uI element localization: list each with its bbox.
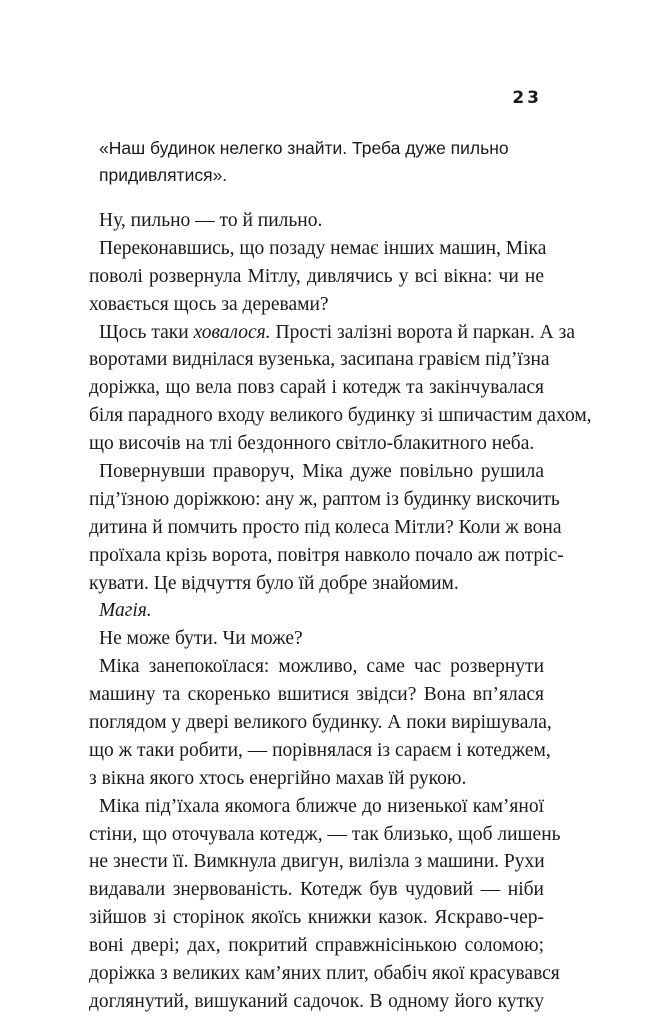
paragraph-line: біля парадного входу великого будинку зі шпичастим дахом, bbox=[89, 405, 592, 427]
paragraph-line: доглянутий, вишуканий садочок. В одному його кутку bbox=[89, 990, 544, 1012]
paragraph-line: машину та скоренько вшитися звідси? Вона вп’ялася bbox=[89, 684, 544, 706]
page-number: 23 bbox=[512, 88, 542, 108]
paragraph-line: зійшов зі сторінок якоїсь книжки казок. Яскраво-чер- bbox=[89, 907, 544, 929]
paragraph-line: Міка занепокоїлася: можливо, саме час розвернути bbox=[99, 656, 544, 678]
paragraph-line: що ж таки робити, — порівнялася із сараєм і котеджем, bbox=[89, 739, 551, 761]
paragraph-line: ховається щось за деревами? bbox=[89, 293, 329, 315]
paragraph-line: видавали знервованість. Котедж був чудовий — ніби bbox=[89, 879, 544, 901]
text-run: Щось таки bbox=[99, 321, 194, 343]
paragraph-line: стіни, що оточувала котедж, — так близько, щоб лишень bbox=[89, 823, 561, 845]
paragraph-line: воротами виднілася вузенька, засипана гравієм під’їзна bbox=[89, 349, 550, 371]
body-text bbox=[89, 207, 592, 1016]
paragraph-line: Міка під’їхала якомога ближче до низенької кам’яної bbox=[99, 795, 544, 817]
paragraph-line: кувати. Це відчуття було їй добре знайомим. bbox=[89, 572, 459, 594]
paragraph-line: Ну, пильно — то й пильно. bbox=[99, 210, 323, 231]
italic-word: ховалося. bbox=[193, 321, 271, 343]
paragraph-line: з вікна якого хтось енергійно махав їй рукою. bbox=[89, 767, 467, 789]
paragraph-line: Повернувши праворуч, Міка дуже повільно рушила bbox=[99, 461, 544, 483]
paragraph-line: Не може бути. Чи може? bbox=[99, 628, 303, 650]
paragraph-line: Переконавшись, що позаду немає інших машин, Міка bbox=[99, 237, 547, 259]
paragraph-line bbox=[89, 597, 544, 625]
paragraph-line: поглядом у двері великого будинку. А поки вирішувала, bbox=[89, 712, 552, 734]
paragraph-line: дитина й помчить просто під колеса Мітли? Коли ж вона bbox=[89, 516, 562, 538]
paragraph-line: що височів на тлі бездонного світло-блакитного неба. bbox=[89, 433, 535, 455]
paragraph-line bbox=[89, 319, 575, 347]
text-run: Прості залізні ворота й паркан. А за bbox=[270, 321, 575, 343]
paragraph-line: доріжка, що вела повз сарай і котедж та закінчувалася bbox=[89, 377, 544, 399]
paragraph-line: під’їзною доріжкою: ану ж, раптом із будинку вискочить bbox=[89, 488, 560, 510]
paragraph-line: проїхала крізь ворота, повітря навколо почало аж потріс- bbox=[89, 544, 564, 566]
quote-line: «Наш будинок нелегко знайти. Треба дуже пильно bbox=[99, 138, 509, 158]
paragraph-line: доріжка з великих кам’яних плит, обабіч якої красувався bbox=[89, 963, 560, 985]
quote-line: придивлятися». bbox=[99, 165, 228, 185]
paragraph-line: воні двері; дах, покритий справжнісінькою соломою; bbox=[89, 935, 544, 957]
paragraph-line: не знести її. Вимкнула двигун, вилізла з машини. Рухи bbox=[89, 851, 545, 873]
paragraph-line: поволі розвернула Мітлу, дивлячись у всі вікна: чи не bbox=[89, 265, 544, 287]
italic-word: Магія. bbox=[99, 600, 152, 622]
epigraph-quote bbox=[99, 135, 544, 189]
